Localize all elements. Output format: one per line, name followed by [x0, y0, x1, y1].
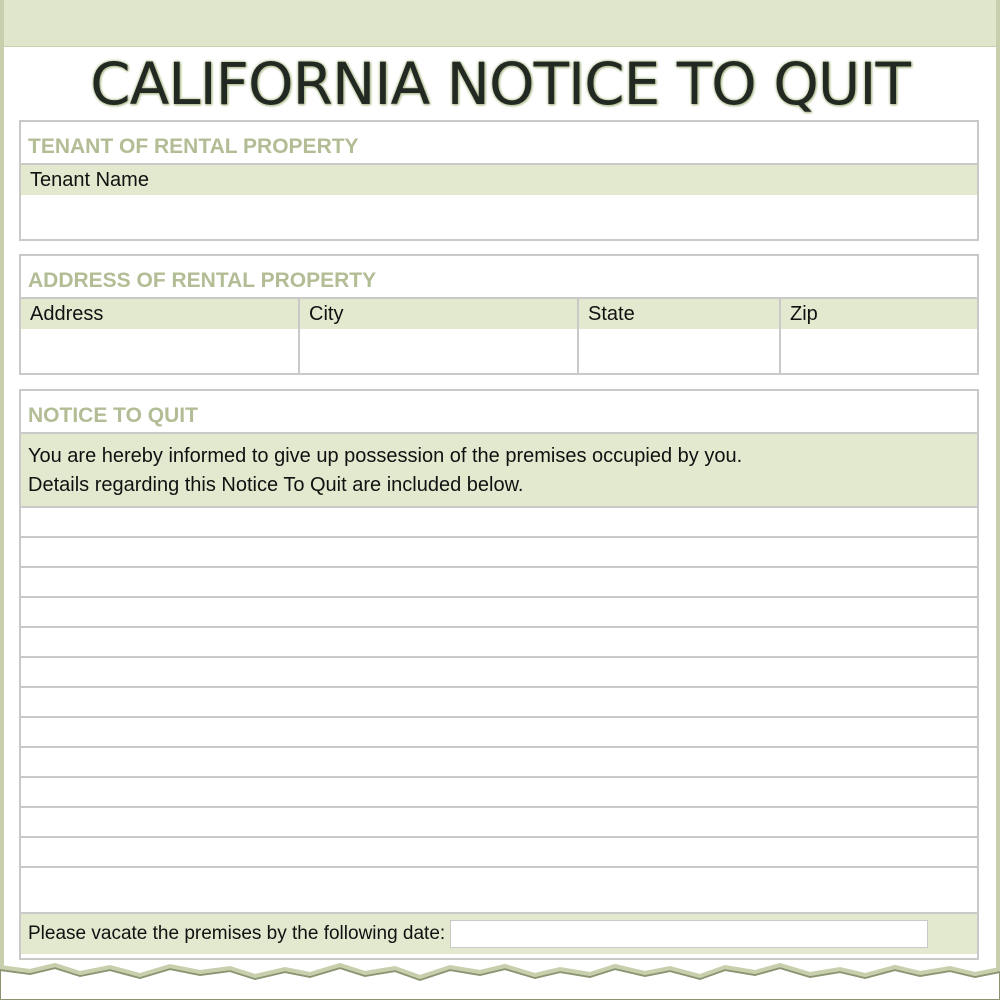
notice-details-area[interactable] [21, 508, 977, 912]
zip-field[interactable] [781, 329, 977, 373]
details-line[interactable] [21, 628, 977, 658]
details-line[interactable] [21, 538, 977, 568]
details-line[interactable] [21, 568, 977, 598]
notice-section-header: NOTICE TO QUIT [21, 391, 977, 434]
notice-intro-line: Details regarding this Notice To Quit are included below. [28, 474, 524, 496]
details-line[interactable] [21, 748, 977, 778]
torn-paper-edge [0, 960, 1000, 1000]
address-label: Address [21, 299, 298, 329]
zip-label: Zip [781, 299, 977, 329]
notice-intro [21, 434, 977, 508]
notice-section [19, 389, 979, 960]
details-line[interactable] [21, 808, 977, 838]
details-line[interactable] [21, 718, 977, 748]
address-section [19, 254, 979, 375]
details-line[interactable] [21, 658, 977, 688]
state-column [579, 299, 781, 373]
details-line[interactable] [21, 688, 977, 718]
state-label: State [579, 299, 779, 329]
city-field[interactable] [300, 329, 577, 373]
vacate-date-label: Please vacate the premises by the following date: [28, 923, 446, 944]
details-line[interactable] [21, 778, 977, 808]
city-label: City [300, 299, 577, 329]
details-line[interactable] [21, 868, 977, 912]
vacate-date-input[interactable] [450, 920, 928, 948]
address-field[interactable] [21, 329, 298, 373]
document-title: CALIFORNIA NOTICE TO QUIT [90, 50, 910, 118]
vacate-row [21, 912, 977, 954]
left-border [0, 0, 4, 990]
notice-intro-line: You are hereby informed to give up possession of the premises occupied by you. [28, 445, 743, 467]
tenant-section-header: TENANT OF RENTAL PROPERTY [21, 122, 977, 165]
details-line[interactable] [21, 598, 977, 628]
tenant-name-field[interactable] [21, 195, 977, 239]
top-band [0, 0, 1000, 47]
zip-column [781, 299, 977, 373]
tenant-section [19, 120, 979, 241]
address-column [21, 299, 300, 373]
address-section-header: ADDRESS OF RENTAL PROPERTY [21, 256, 977, 299]
tenant-name-label: Tenant Name [21, 165, 977, 195]
state-field[interactable] [579, 329, 779, 373]
address-grid [21, 299, 977, 373]
details-line[interactable] [21, 508, 977, 538]
details-line[interactable] [21, 838, 977, 868]
city-column [300, 299, 579, 373]
right-border [996, 0, 1000, 990]
